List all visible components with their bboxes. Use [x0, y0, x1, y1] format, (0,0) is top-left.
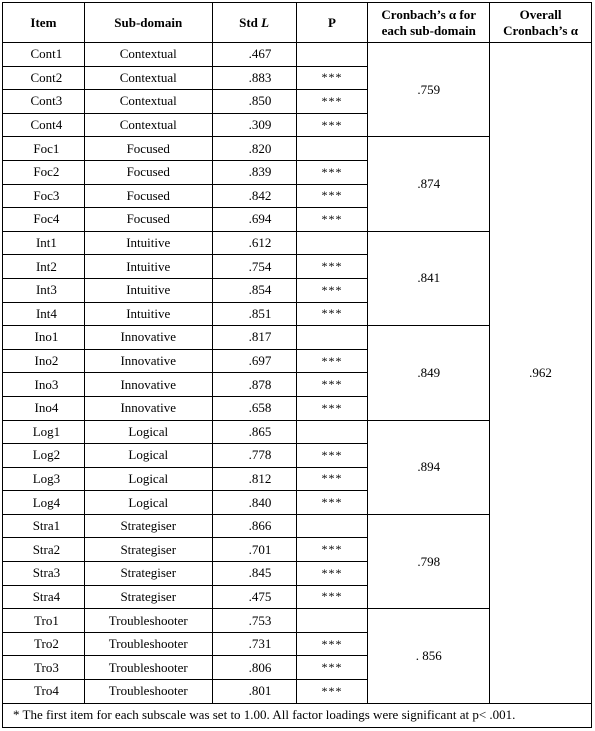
subdomain-cell: Focused [84, 137, 212, 161]
std-loading-cell: .658 [212, 396, 296, 420]
reliability-table [2, 2, 592, 728]
std-loading-cell: .806 [212, 656, 296, 680]
p-cell: *** [296, 656, 368, 680]
footnote: * The first item for each subscale was set to 1.00. All factor loadings were significant at p< .001. [3, 703, 592, 727]
subdomain-cell: Logical [84, 491, 212, 515]
p-cell: *** [296, 562, 368, 586]
subdomain-cell: Troubleshooter [84, 680, 212, 704]
std-loading-cell: .850 [212, 90, 296, 114]
subdomain-cell: Logical [84, 420, 212, 444]
subdomain-alpha-cell: .759 [368, 43, 490, 137]
p-cell: *** [296, 444, 368, 468]
subdomain-cell: Innovative [84, 326, 212, 350]
item-cell: Stra3 [3, 562, 85, 586]
subdomain-cell: Intuitive [84, 302, 212, 326]
p-cell [296, 43, 368, 67]
item-cell: Stra2 [3, 538, 85, 562]
item-cell: Cont2 [3, 66, 85, 90]
item-cell: Int2 [3, 255, 85, 279]
header-alpha-overall: Overall Cronbach’s α [490, 3, 592, 43]
std-loading-cell: .851 [212, 302, 296, 326]
p-cell: *** [296, 491, 368, 515]
subdomain-cell: Focused [84, 160, 212, 184]
std-loading-cell: .694 [212, 208, 296, 232]
std-loading-cell: .854 [212, 278, 296, 302]
item-cell: Log3 [3, 467, 85, 491]
std-loading-cell: .845 [212, 562, 296, 586]
subdomain-cell: Strategiser [84, 562, 212, 586]
subdomain-alpha-cell: .894 [368, 420, 490, 514]
item-cell: Tro4 [3, 680, 85, 704]
p-cell: *** [296, 278, 368, 302]
subdomain-cell: Intuitive [84, 231, 212, 255]
p-cell [296, 514, 368, 538]
subdomain-cell: Strategiser [84, 514, 212, 538]
subdomain-cell: Contextual [84, 90, 212, 114]
p-cell: *** [296, 90, 368, 114]
p-cell: *** [296, 585, 368, 609]
p-cell: *** [296, 113, 368, 137]
subdomain-cell: Troubleshooter [84, 656, 212, 680]
std-loading-cell: .866 [212, 514, 296, 538]
item-cell: Foc3 [3, 184, 85, 208]
p-cell: *** [296, 255, 368, 279]
subdomain-cell: Focused [84, 208, 212, 232]
item-cell: Tro3 [3, 656, 85, 680]
std-loading-cell: .754 [212, 255, 296, 279]
std-loading-cell: .778 [212, 444, 296, 468]
std-loading-cell: .475 [212, 585, 296, 609]
subdomain-cell: Innovative [84, 349, 212, 373]
std-loading-cell: .309 [212, 113, 296, 137]
header-item: Item [3, 3, 85, 43]
table-row [3, 43, 592, 67]
std-loading-cell: .731 [212, 632, 296, 656]
std-loading-cell: .865 [212, 420, 296, 444]
item-cell: Tro1 [3, 609, 85, 633]
p-cell [296, 231, 368, 255]
header-std-loading: Std L [212, 3, 296, 43]
header-p: P [296, 3, 368, 43]
std-loading-cell: .701 [212, 538, 296, 562]
overall-alpha-cell: .962 [490, 43, 592, 704]
std-loading-cell: .883 [212, 66, 296, 90]
footnote-row [3, 703, 592, 727]
p-cell: *** [296, 160, 368, 184]
subdomain-cell: Contextual [84, 66, 212, 90]
subdomain-alpha-cell: .874 [368, 137, 490, 231]
item-cell: Ino3 [3, 373, 85, 397]
p-cell: *** [296, 373, 368, 397]
item-cell: Foc4 [3, 208, 85, 232]
subdomain-cell: Contextual [84, 43, 212, 67]
item-cell: Cont4 [3, 113, 85, 137]
item-cell: Log2 [3, 444, 85, 468]
p-cell: *** [296, 680, 368, 704]
item-cell: Int1 [3, 231, 85, 255]
p-cell: *** [296, 467, 368, 491]
item-cell: Log1 [3, 420, 85, 444]
item-cell: Tro2 [3, 632, 85, 656]
subdomain-cell: Logical [84, 467, 212, 491]
std-loading-cell: .467 [212, 43, 296, 67]
p-cell: *** [296, 184, 368, 208]
std-loading-cell: .612 [212, 231, 296, 255]
std-loading-cell: .839 [212, 160, 296, 184]
item-cell: Stra1 [3, 514, 85, 538]
subdomain-cell: Innovative [84, 396, 212, 420]
subdomain-cell: Troubleshooter [84, 632, 212, 656]
p-cell: *** [296, 66, 368, 90]
item-cell: Foc2 [3, 160, 85, 184]
p-cell: *** [296, 396, 368, 420]
std-loading-cell: .753 [212, 609, 296, 633]
item-cell: Cont3 [3, 90, 85, 114]
subdomain-alpha-cell: .841 [368, 231, 490, 325]
p-cell [296, 609, 368, 633]
item-cell: Log4 [3, 491, 85, 515]
p-cell [296, 137, 368, 161]
std-loading-cell: .820 [212, 137, 296, 161]
item-cell: Int3 [3, 278, 85, 302]
subdomain-cell: Focused [84, 184, 212, 208]
std-loading-cell: .817 [212, 326, 296, 350]
std-loading-cell: .842 [212, 184, 296, 208]
item-cell: Ino4 [3, 396, 85, 420]
table-body [3, 43, 592, 704]
item-cell: Cont1 [3, 43, 85, 67]
p-cell [296, 420, 368, 444]
p-cell: *** [296, 349, 368, 373]
p-cell: *** [296, 208, 368, 232]
p-cell: *** [296, 538, 368, 562]
item-cell: Ino2 [3, 349, 85, 373]
p-cell [296, 326, 368, 350]
item-cell: Ino1 [3, 326, 85, 350]
subdomain-cell: Strategiser [84, 538, 212, 562]
header-subdomain: Sub-domain [84, 3, 212, 43]
p-cell: *** [296, 632, 368, 656]
header-alpha-subdomain: Cronbach’s α for each sub-domain [368, 3, 490, 43]
item-cell: Foc1 [3, 137, 85, 161]
subdomain-alpha-cell: .849 [368, 326, 490, 420]
std-loading-cell: .840 [212, 491, 296, 515]
header-row [3, 3, 592, 43]
item-cell: Int4 [3, 302, 85, 326]
std-loading-cell: .812 [212, 467, 296, 491]
subdomain-cell: Contextual [84, 113, 212, 137]
p-cell: *** [296, 302, 368, 326]
std-loading-cell: .878 [212, 373, 296, 397]
subdomain-cell: Strategiser [84, 585, 212, 609]
subdomain-cell: Logical [84, 444, 212, 468]
item-cell: Stra4 [3, 585, 85, 609]
subdomain-cell: Intuitive [84, 255, 212, 279]
subdomain-cell: Troubleshooter [84, 609, 212, 633]
subdomain-alpha-cell: . 856 [368, 609, 490, 703]
subdomain-cell: Intuitive [84, 278, 212, 302]
subdomain-cell: Innovative [84, 373, 212, 397]
std-loading-cell: .697 [212, 349, 296, 373]
std-loading-cell: .801 [212, 680, 296, 704]
subdomain-alpha-cell: .798 [368, 514, 490, 608]
